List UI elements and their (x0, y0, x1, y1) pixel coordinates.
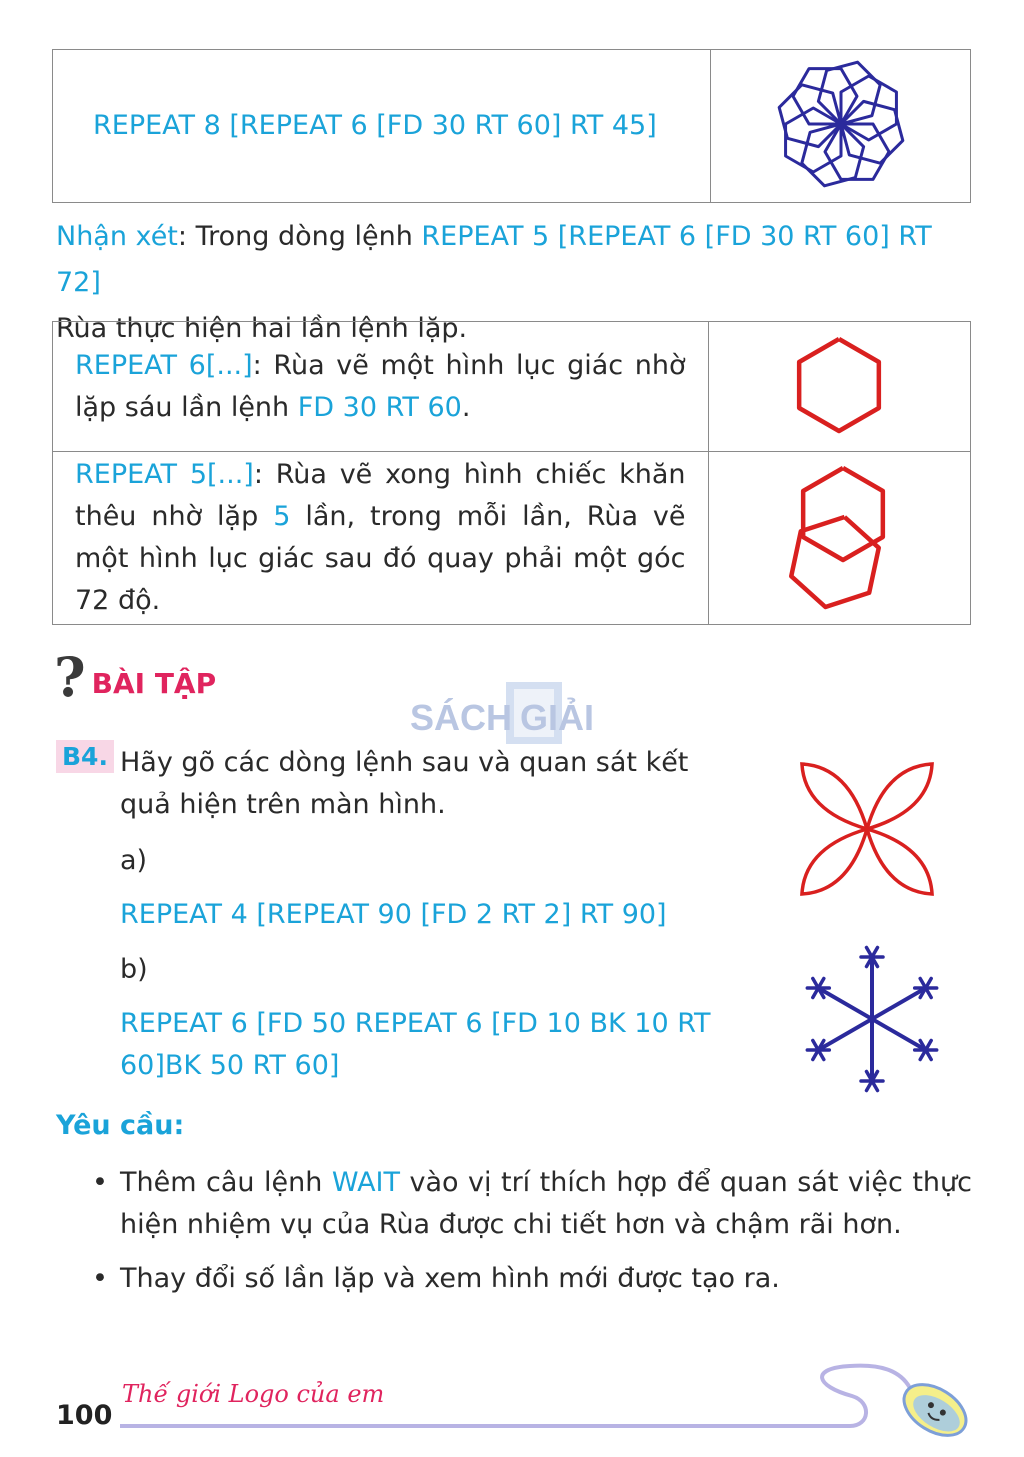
table1-figure-cell (711, 50, 971, 203)
row1-text2: . (461, 391, 471, 423)
question-mark-icon: ? (54, 645, 86, 709)
snowflake-arm (818, 1019, 872, 1050)
row1-command: REPEAT 6[...] (75, 349, 253, 381)
snowflake-arm (872, 1019, 926, 1050)
table1-command: REPEAT 8 [REPEAT 6 [FD 30 RT 60] RT 45] (93, 110, 657, 141)
rosette-figure (771, 54, 911, 194)
part-a-command: REPEAT 4 [REPEAT 90 [FD 2 RT 2] RT 90] (120, 899, 667, 930)
watermark-text-1: SÁCH (410, 697, 513, 738)
note-colon: : (177, 221, 188, 252)
hexagon-shape (799, 339, 879, 431)
row1-command2: FD 30 RT 60 (297, 391, 462, 423)
snowflake-figure (796, 938, 948, 1100)
exercise-title: BÀI TẬP (91, 667, 217, 700)
part-b-label: b) (120, 954, 148, 985)
bullet-icon: • (92, 1167, 108, 1198)
row2-text2: lần, trong mỗi lần, Rùa vẽ một hình lục giác sau đó quay phải một góc 72 độ. (75, 501, 686, 616)
hexagon-figure (779, 325, 899, 445)
requirement-item-1 (92, 1162, 972, 1246)
table1-command-cell (53, 50, 711, 203)
requirements-title: Yêu cầu: (56, 1110, 185, 1141)
row1-text-cell (53, 322, 709, 452)
petal-shape (856, 758, 938, 840)
part-a-label: a) (120, 845, 148, 876)
example-table-1 (52, 49, 971, 203)
requirement-item-2 (92, 1258, 972, 1300)
part-b-command: REPEAT 6 [FD 50 REPEAT 6 [FD 10 BK 10 RT 60]BK 50 RT 60] (120, 1008, 711, 1081)
requirement-1-command: WAIT (331, 1167, 400, 1198)
page-number: 100 (56, 1400, 113, 1431)
requirement-1-post: vào vị trí thích hợp để quan sát việc thực hiện nhiệm vụ của Rùa được chi tiết hơn và chậm rãi hơn. (120, 1167, 972, 1240)
exercise-number-badge: B4. (56, 740, 114, 773)
two-hexagons-figure (779, 456, 899, 616)
row2-text1: : Rùa vẽ xong hình chiếc khăn thêu nhờ lặp (75, 459, 686, 532)
note-label: Nhận xét (56, 221, 178, 252)
row2-text-cell (53, 452, 709, 625)
row2-command: REPEAT 5[...] (75, 459, 254, 490)
note-command: REPEAT 5 [REPEAT 6 [FD 30 RT 60] RT 72] (56, 221, 932, 298)
row2-number: 5 (273, 501, 291, 532)
snowflake-arm (872, 988, 926, 1019)
note-text1: Trong dòng lệnh (187, 221, 422, 252)
requirement-1-pre: Thêm câu lệnh (120, 1167, 332, 1198)
note-text2: Rùa thực hiện hai lần lệnh lặp. (56, 313, 468, 344)
bullet-icon: • (92, 1263, 108, 1294)
row2-figure-cell (708, 452, 970, 625)
flower-petals-figure (796, 758, 938, 900)
row1-figure-cell (708, 322, 970, 452)
watermark-text-2: GIẢI (520, 697, 595, 738)
snowflake-arm (818, 988, 872, 1019)
exercise-heading (54, 645, 217, 709)
sachgiai-watermark (410, 680, 620, 748)
requirement-2-text: Thay đổi số lần lặp và xem hình mới được tạo ra. (120, 1263, 780, 1294)
footer-book-title: Thế giới Logo của em (122, 1380, 385, 1408)
hexagon-shape (803, 468, 883, 560)
exercise-prompt: Hãy gõ các dòng lệnh sau và quan sát kết quả hiện trên màn hình. (120, 747, 689, 820)
hexagon-shape (792, 517, 880, 607)
row1-text1: : Rùa vẽ một hình lục giác nhờ lặp sáu lần lệnh (75, 349, 686, 423)
requirements-list (92, 1162, 972, 1312)
explanation-table (52, 321, 971, 625)
